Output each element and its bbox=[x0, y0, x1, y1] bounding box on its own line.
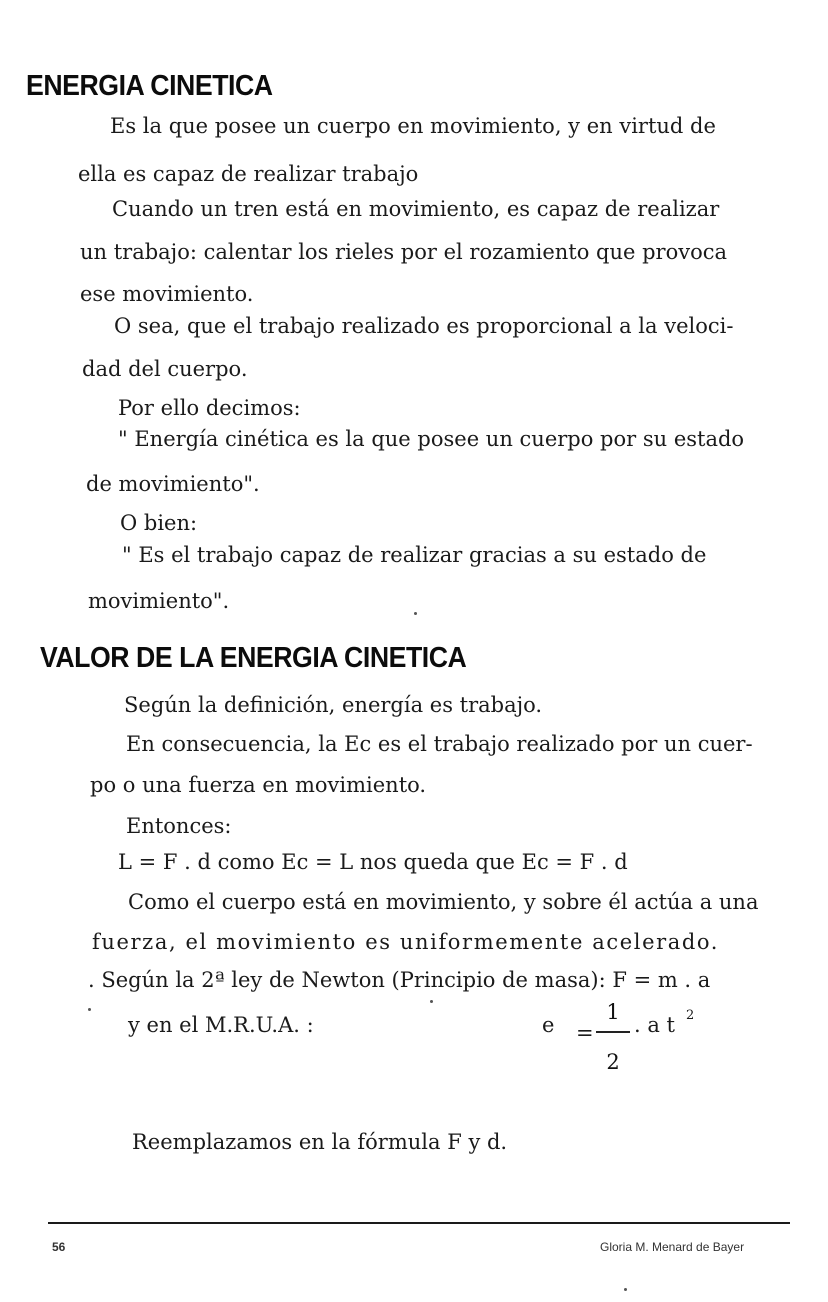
paragraph-line: Por ello decimos: bbox=[118, 396, 301, 420]
scan-speck bbox=[414, 612, 417, 615]
formula-line: L = F . d como Ec = L nos queda que Ec = F . d bbox=[118, 850, 628, 874]
paragraph-line: Es la que posee un cuerpo en movimiento, y en virtud de bbox=[110, 114, 716, 138]
fraction-numerator: 1 bbox=[606, 1000, 620, 1024]
formula-exponent: 2 bbox=[686, 1008, 695, 1023]
quote-line: " Energía cinética es la que posee un cuerpo por su estado bbox=[118, 427, 745, 451]
paragraph-line: En consecuencia, la Ec es el trabajo realizado por un cuer- bbox=[126, 732, 753, 756]
formula-fraction bbox=[596, 1000, 630, 1080]
paragraph-line: Según la definición, energía es trabajo. bbox=[124, 693, 543, 717]
paragraph-line: Como el cuerpo está en movimiento, y sobre él actúa a una bbox=[128, 890, 759, 914]
paragraph-line: ella es capaz de realizar trabajo bbox=[78, 162, 419, 186]
quote-line: de movimiento". bbox=[86, 472, 260, 496]
paragraph-line: . Según la 2ª ley de Newton (Principio de masa): F = m . a bbox=[88, 968, 711, 992]
scan-speck bbox=[430, 1000, 433, 1003]
formula-lhs: e bbox=[542, 1013, 555, 1037]
section-heading-valor-energia-cinetica: VALOR DE LA ENERGIA CINETICA bbox=[40, 642, 467, 674]
paragraph-line: Cuando un tren está en movimiento, es capaz de realizar bbox=[112, 197, 720, 221]
page-number: 56 bbox=[52, 1240, 66, 1254]
closing-line: Reemplazamos en la fórmula F y d. bbox=[132, 1130, 508, 1154]
paragraph-line: dad del cuerpo. bbox=[82, 357, 248, 381]
formula-equals: = bbox=[576, 1021, 594, 1045]
paragraph-line: un trabajo: calentar los rieles por el rozamiento que provoca bbox=[80, 240, 728, 264]
paragraph-line: ese movimiento. bbox=[80, 282, 254, 306]
mrua-label: y en el M.R.U.A. : bbox=[128, 1013, 314, 1037]
fraction-denominator: 2 bbox=[606, 1050, 620, 1074]
scan-speck bbox=[88, 1008, 91, 1011]
formula-rhs: . a t bbox=[634, 1013, 675, 1037]
paragraph-line: O sea, que el trabajo realizado es proporcional a la veloci- bbox=[114, 314, 734, 338]
fraction-bar bbox=[596, 1031, 630, 1033]
quote-line: " Es el trabajo capaz de realizar gracias a su estado de bbox=[122, 543, 707, 567]
footer-author: Gloria M. Menard de Bayer bbox=[600, 1240, 745, 1254]
paragraph-line: Entonces: bbox=[126, 814, 232, 838]
quote-line: movimiento". bbox=[88, 589, 230, 613]
paragraph-line: fuerza, el movimiento es uniformemente acelerado. bbox=[92, 930, 720, 954]
paragraph-line: po o una fuerza en movimiento. bbox=[90, 773, 427, 797]
scan-speck bbox=[624, 1288, 627, 1291]
footer-rule bbox=[48, 1222, 790, 1224]
paragraph-line: O bien: bbox=[120, 511, 198, 535]
section-heading-energia-cinetica: ENERGIA CINETICA bbox=[26, 70, 273, 102]
